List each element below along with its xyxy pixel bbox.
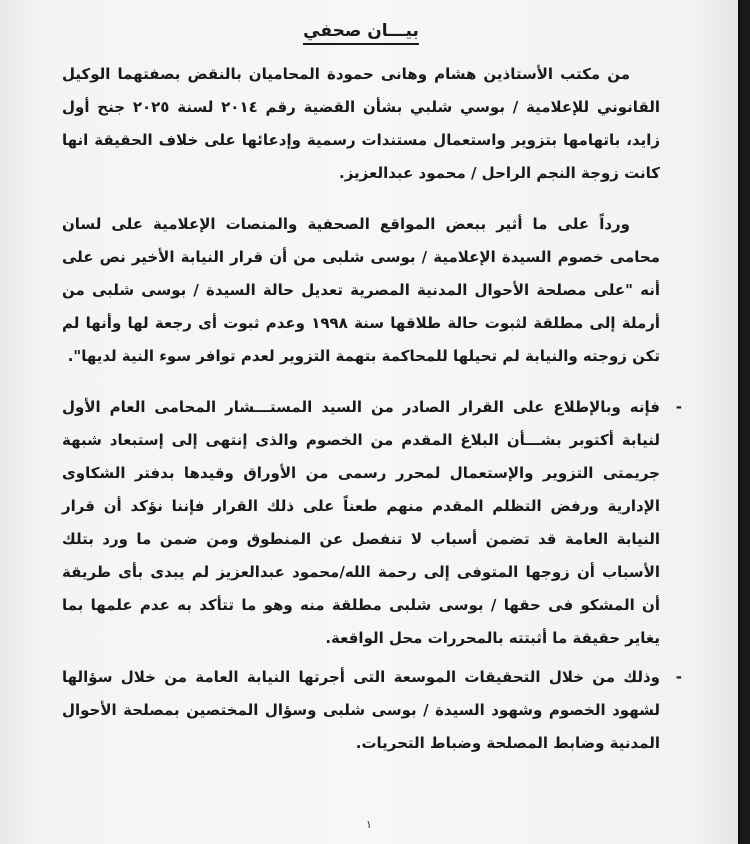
- response-paragraph: ورداً على ما أثير ببعض المواقع الصحفية والمنصات الإعلامية على لسان محامى خصوم السيدة الإعلامية / بوسى شلبى من أن قرار النيابة الأخير نص على أنه "على مصلحة الأحوال المدنية المصرية تعديل حالة السيدة / بوسى شلبى من أرملة إلى مطلقة لثبوت حالة طلاقها سنة ١٩٩٨ وعدم ثبوت أى رجعة لها وأنها لم تكن زوجته والنيابة لم تحيلها للمحاكمة بتهمة التزوير لعدم توافر سوء النية لديها".: [62, 215, 661, 365]
- page-number: ١: [366, 818, 372, 831]
- document-body: [62, 16, 660, 766]
- press-release-title: بيـــان صحفي: [62, 16, 660, 46]
- bullet-item-investigations: - وذلك من خلال التحقيقات الموسعة التى أجرتها النيابة العامة من خلال سؤالها لشهود الخصوم وشهود السيدة / بوسى شلبى وسؤال المختصين بمصلحة الأحوال المدنية وضابط المصلحة وضباط التحريات.: [62, 661, 660, 760]
- intro-paragraph: من مكتب الأستاذين هشام وهانى حمودة المحاميان بالنقض بصفتهما الوكيل القانوني للإعلامية / بوسي شلبي بشأن القضية رقم ٢٠١٤ لسنة ٢٠٢٥ جنح أول زايد، باتهامها بتزوير واستعمال مستندات رسمية وإدعائها على خلاف الحقيقة انها كانت زوجة النجم الراحل / محمود عبدالعزيز.: [62, 65, 661, 182]
- bullet-list: [62, 391, 660, 760]
- bullet-item-decision: - فإنه وبالإطلاع على القرار الصادر من السيد المستـــشار المحامى العام الأول لنيابة أكتوبر بشـــأن البلاغ المقدم من الخصوم والذى إنتهى إلى إستبعاد شبهة جريمتى التزوير والإستعمال لمحرر رسمى من الأوراق وقيدها بدفتر الشكاوى الإدارية ورفض التظلم المقدم منهم طعناً على ذلك القرار فإننا نؤكد أن قرار النيابة العامة قد تضمن أسباب لا تنفصل عن المنطوق ومن ضمن ما ورد بتلك الأسباب أن زوجها المتوفى إلى رحمة الله/محمود عبدالعزيز لم يبدى بأى طريقة أن المشكو فى حقها / بوسى شلبى مطلقة منه وهو ما تتأكد به عدم علمها بما يغاير حقيقة ما أثبتته بالمحررات محل الواقعة.: [62, 391, 660, 655]
